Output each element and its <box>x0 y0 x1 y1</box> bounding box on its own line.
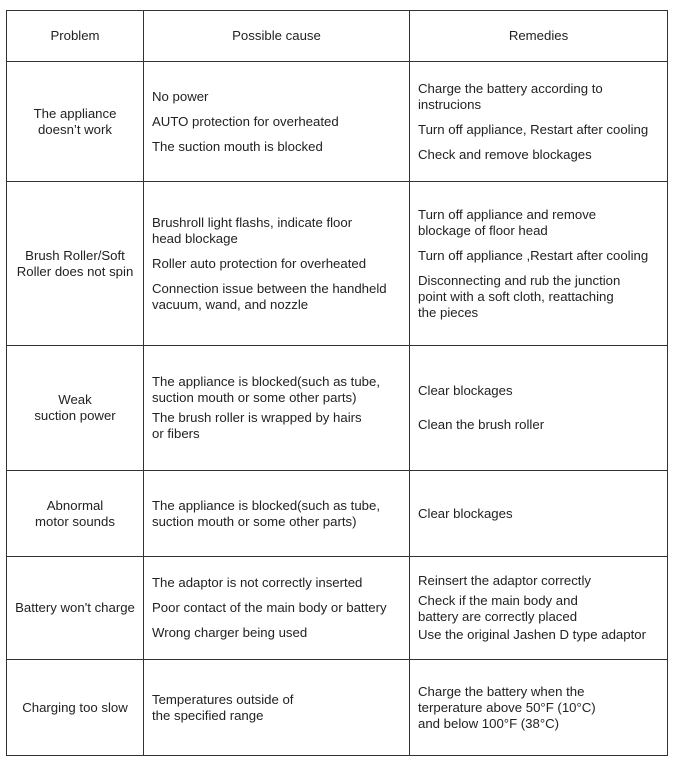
cause-cell <box>144 346 410 471</box>
remedy-cell <box>410 182 668 346</box>
remedy-item: Turn off appliance, Restart after cooling <box>418 121 649 137</box>
cause-item: Brushroll light flashs, indicate floor head blockage <box>152 214 353 246</box>
remedy-item: Charge the battery when the terperature above 50°F (10°C) and below 100°F (38°C) <box>418 683 596 731</box>
remedy-cell <box>410 557 668 660</box>
cause-item: The appliance is blocked(such as tube, suction mouth or some other parts) <box>152 497 380 529</box>
remedy-cell <box>410 62 668 182</box>
header-remedies: Remedies <box>410 11 668 62</box>
cause-item: The brush roller is wrapped by hairs or fibers <box>152 410 362 441</box>
cause-item: Roller auto protection for overheated <box>152 255 367 271</box>
remedy-item: Clear blockages <box>418 505 513 521</box>
remedy-item: Turn off appliance and remove blockage of floor head <box>418 206 597 238</box>
remedy-item: Clear blockages <box>418 383 513 398</box>
cause-cell <box>144 557 410 660</box>
cause-item: The adaptor is not correctly inserted <box>152 575 363 590</box>
problem-cell: The appliance doesn’t work <box>7 62 144 182</box>
remedy-item: Reinsert the adaptor correctly <box>418 573 591 588</box>
problem-cell: Battery won't charge <box>7 557 144 660</box>
remedy-item: Clean the brush roller <box>418 417 545 432</box>
table-row <box>7 471 668 557</box>
problem-cell: Weak suction power <box>7 346 144 471</box>
remedy-item: Check if the main body and battery are correctly placed <box>418 593 578 624</box>
remedy-item: Turn off appliance ,Restart after cooling <box>418 247 649 263</box>
cause-cell <box>144 660 410 756</box>
cause-cell <box>144 471 410 557</box>
remedy-item: Disconnecting and rub the junction point with a soft cloth, reattaching the pieces <box>418 272 621 320</box>
remedy-item: Check and remove blockages <box>418 146 592 162</box>
problem-cell: Abnormal motor sounds <box>7 471 144 557</box>
cause-item: AUTO protection for overheated <box>152 113 339 129</box>
problem-cell: Brush Roller/Soft Roller does not spin <box>7 182 144 346</box>
table-row <box>7 557 668 660</box>
remedy-cell <box>410 660 668 756</box>
problem-cell: Charging too slow <box>7 660 144 756</box>
cause-item: Connection issue between the handheld vacuum, wand, and nozzle <box>152 280 387 312</box>
remedy-item: Use the original Jashen D type adaptor <box>418 627 646 642</box>
remedy-item: Charge the battery according to instrucions <box>418 80 603 112</box>
cause-item: No power <box>152 88 209 104</box>
header-possible-cause: Possible cause <box>144 11 410 62</box>
remedy-cell <box>410 346 668 471</box>
header-row <box>7 11 668 62</box>
remedy-cell <box>410 471 668 557</box>
cause-cell <box>144 182 410 346</box>
cause-item: The appliance is blocked(such as tube, suction mouth or some other parts) <box>152 374 380 405</box>
cause-item: The suction mouth is blocked <box>152 138 323 154</box>
header-problem: Problem <box>7 11 144 62</box>
table-row <box>7 62 668 182</box>
cause-cell <box>144 62 410 182</box>
table-row <box>7 346 668 471</box>
cause-item: Poor contact of the main body or battery <box>152 600 387 615</box>
table-row <box>7 182 668 346</box>
cause-item: Wrong charger being used <box>152 625 308 640</box>
troubleshooting-table <box>6 10 668 756</box>
cause-item: Temperatures outside of the specified range <box>152 691 294 723</box>
table-row <box>7 660 668 756</box>
